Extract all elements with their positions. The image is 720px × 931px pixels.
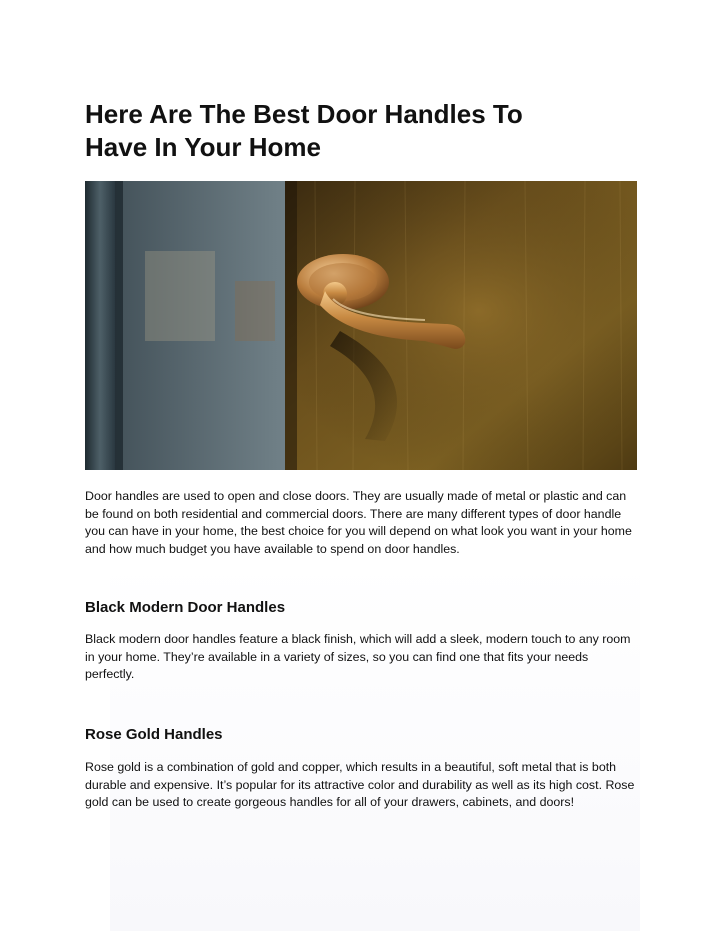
title-line-1: Here Are The Best Door Handles To <box>85 99 523 129</box>
door-handle-photo <box>85 181 637 470</box>
section-heading-black-modern: Black Modern Door Handles <box>85 599 286 616</box>
page-title <box>85 98 640 164</box>
hero-image <box>85 181 637 470</box>
intro-paragraph: Door handles are used to open and close doors. They are usually made of metal or plastic and can be found on both residential and commercial doors. There are many different types of door handle you can have in your home, the best choice for you will depend on what look you want in your home and how much budget you have available to spend on door handles. <box>85 489 632 556</box>
section-heading-rose-gold: Rose Gold Handles <box>85 726 223 743</box>
section-body-black-modern: Black modern door handles feature a black finish, which will add a sleek, modern touch to any room in your home. They’re available in a variety of sizes, so you can find one that fits your needs perfectly. <box>85 632 631 682</box>
title-line-2: Have In Your Home <box>85 132 321 162</box>
section-body-rose-gold: Rose gold is a combination of gold and copper, which results in a beautiful, soft metal that is both durable and expensive. It’s popular for its attractive color and durability as well as its high cost. Rose gold can be used to create gorgeous handles for all of your drawers, cabinets, and doors! <box>85 760 635 810</box>
